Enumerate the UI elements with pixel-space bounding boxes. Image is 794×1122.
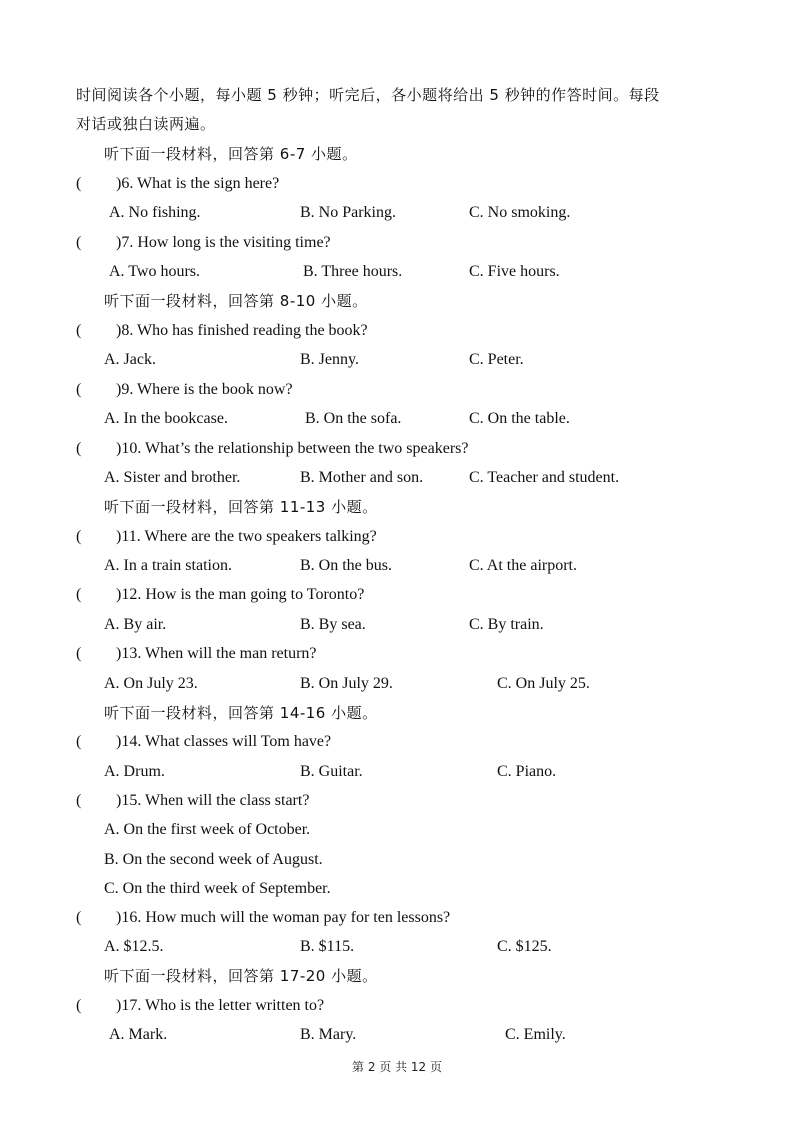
option-a: A. By air. bbox=[104, 616, 167, 633]
intro-line-2 bbox=[0, 109, 794, 139]
question-11 bbox=[0, 522, 794, 552]
answer-blank[interactable]: ( bbox=[76, 645, 82, 662]
question-15 bbox=[0, 786, 794, 816]
option-a: A. In the bookcase. bbox=[104, 410, 228, 427]
option-b: B. Mother and son. bbox=[300, 469, 424, 486]
option-b: B. On the second week of August. bbox=[104, 851, 323, 868]
answer-blank[interactable]: ( bbox=[76, 997, 82, 1014]
options-14 bbox=[0, 757, 794, 787]
options-17 bbox=[0, 1020, 794, 1050]
question-17 bbox=[0, 991, 794, 1021]
options-11 bbox=[0, 551, 794, 581]
option-b: B. No Parking. bbox=[300, 204, 396, 221]
answer-blank[interactable]: ( bbox=[76, 733, 82, 750]
section-heading: 听下面一段材料，回答第 8-10 小题。 bbox=[104, 292, 368, 310]
option-c: C. By train. bbox=[469, 616, 544, 633]
question-text: )16. How much will the woman pay for ten lessons? bbox=[116, 909, 451, 926]
section-heading: 听下面一段材料，回答第 11-13 小题。 bbox=[104, 498, 378, 516]
answer-blank[interactable]: ( bbox=[76, 175, 82, 192]
question-10 bbox=[0, 434, 794, 464]
option-b: B. On July 29. bbox=[300, 675, 393, 692]
option-c: C. Teacher and student. bbox=[469, 469, 620, 486]
options-16 bbox=[0, 932, 794, 962]
option-a: A. Sister and brother. bbox=[104, 469, 241, 486]
option-15-c-line bbox=[0, 874, 794, 904]
answer-blank[interactable]: ( bbox=[76, 322, 82, 339]
intro-line-1 bbox=[0, 80, 794, 110]
options-9 bbox=[0, 404, 794, 434]
option-a: A. Two hours. bbox=[109, 263, 201, 280]
question-text: )14. What classes will Tom have? bbox=[116, 733, 332, 750]
option-c: C. Piano. bbox=[497, 763, 557, 780]
option-a: A. $12.5. bbox=[104, 938, 164, 955]
option-c: C. At the airport. bbox=[469, 557, 577, 574]
options-13 bbox=[0, 669, 794, 699]
question-12 bbox=[0, 580, 794, 610]
option-c: C. Peter. bbox=[469, 351, 524, 368]
question-13 bbox=[0, 639, 794, 669]
option-b: B. Jenny. bbox=[300, 351, 359, 368]
option-a: A. Jack. bbox=[104, 351, 156, 368]
option-a: A. Mark. bbox=[109, 1026, 168, 1043]
options-6 bbox=[0, 198, 794, 228]
question-text: )11. Where are the two speakers talking? bbox=[116, 528, 377, 545]
option-a: A. On the first week of October. bbox=[104, 821, 311, 838]
option-c: C. $125. bbox=[497, 938, 552, 955]
option-b: B. Three hours. bbox=[303, 263, 403, 280]
option-15-a-line bbox=[0, 815, 794, 845]
option-b: B. On the bus. bbox=[300, 557, 392, 574]
option-c: C. On July 25. bbox=[497, 675, 590, 692]
section-heading: 听下面一段材料，回答第 6-7 小题。 bbox=[104, 145, 358, 163]
option-a: A. Drum. bbox=[104, 763, 165, 780]
question-14 bbox=[0, 727, 794, 757]
question-text: )15. When will the class start? bbox=[116, 792, 310, 809]
question-16 bbox=[0, 903, 794, 933]
section-heading: 听下面一段材料，回答第 17-20 小题。 bbox=[104, 967, 378, 985]
option-a: A. No fishing. bbox=[109, 204, 201, 221]
question-6 bbox=[0, 169, 794, 199]
question-7 bbox=[0, 228, 794, 258]
intro-text: 对话或独白读两遍。 bbox=[76, 115, 216, 133]
question-9 bbox=[0, 375, 794, 405]
option-c: C. No smoking. bbox=[469, 204, 571, 221]
answer-blank[interactable]: ( bbox=[76, 792, 82, 809]
intro-text: 时间阅读各个小题，每小题 5 秒钟；听完后，各小题将给出 5 秒钟的作答时间。每段 bbox=[76, 86, 660, 104]
options-8 bbox=[0, 345, 794, 375]
answer-blank[interactable]: ( bbox=[76, 381, 82, 398]
option-c: C. On the third week of September. bbox=[104, 880, 331, 897]
question-text: )9. Where is the book now? bbox=[116, 381, 293, 398]
option-c: C. Emily. bbox=[505, 1026, 566, 1043]
option-c: C. On the table. bbox=[469, 410, 570, 427]
option-15-b-line bbox=[0, 845, 794, 875]
question-text: )10. What’s the relationship between the two speakers? bbox=[116, 440, 469, 457]
option-b: B. On the sofa. bbox=[305, 410, 402, 427]
answer-blank[interactable]: ( bbox=[76, 440, 82, 457]
section-heading: 听下面一段材料，回答第 14-16 小题。 bbox=[104, 704, 378, 722]
option-c: C. Five hours. bbox=[469, 263, 560, 280]
answer-blank[interactable]: ( bbox=[76, 234, 82, 251]
options-10 bbox=[0, 463, 794, 493]
answer-blank[interactable]: ( bbox=[76, 528, 82, 545]
option-b: B. By sea. bbox=[300, 616, 366, 633]
question-text: )12. How is the man going to Toronto? bbox=[116, 586, 365, 603]
question-text: )17. Who is the letter written to? bbox=[116, 997, 325, 1014]
option-b: B. Guitar. bbox=[300, 763, 363, 780]
question-text: )6. What is the sign here? bbox=[116, 175, 280, 192]
options-12 bbox=[0, 610, 794, 640]
question-text: )8. Who has finished reading the book? bbox=[116, 322, 368, 339]
option-b: B. Mary. bbox=[300, 1026, 357, 1043]
question-text: )7. How long is the visiting time? bbox=[116, 234, 331, 251]
answer-blank[interactable]: ( bbox=[76, 586, 82, 603]
option-b: B. $115. bbox=[300, 938, 355, 955]
option-a: A. In a train station. bbox=[104, 557, 232, 574]
option-a: A. On July 23. bbox=[104, 675, 198, 692]
options-7 bbox=[0, 257, 794, 287]
page-number-footer: 第 2 页 共 12 页 bbox=[352, 1060, 442, 1074]
question-8 bbox=[0, 316, 794, 346]
question-text: )13. When will the man return? bbox=[116, 645, 317, 662]
answer-blank[interactable]: ( bbox=[76, 909, 82, 926]
